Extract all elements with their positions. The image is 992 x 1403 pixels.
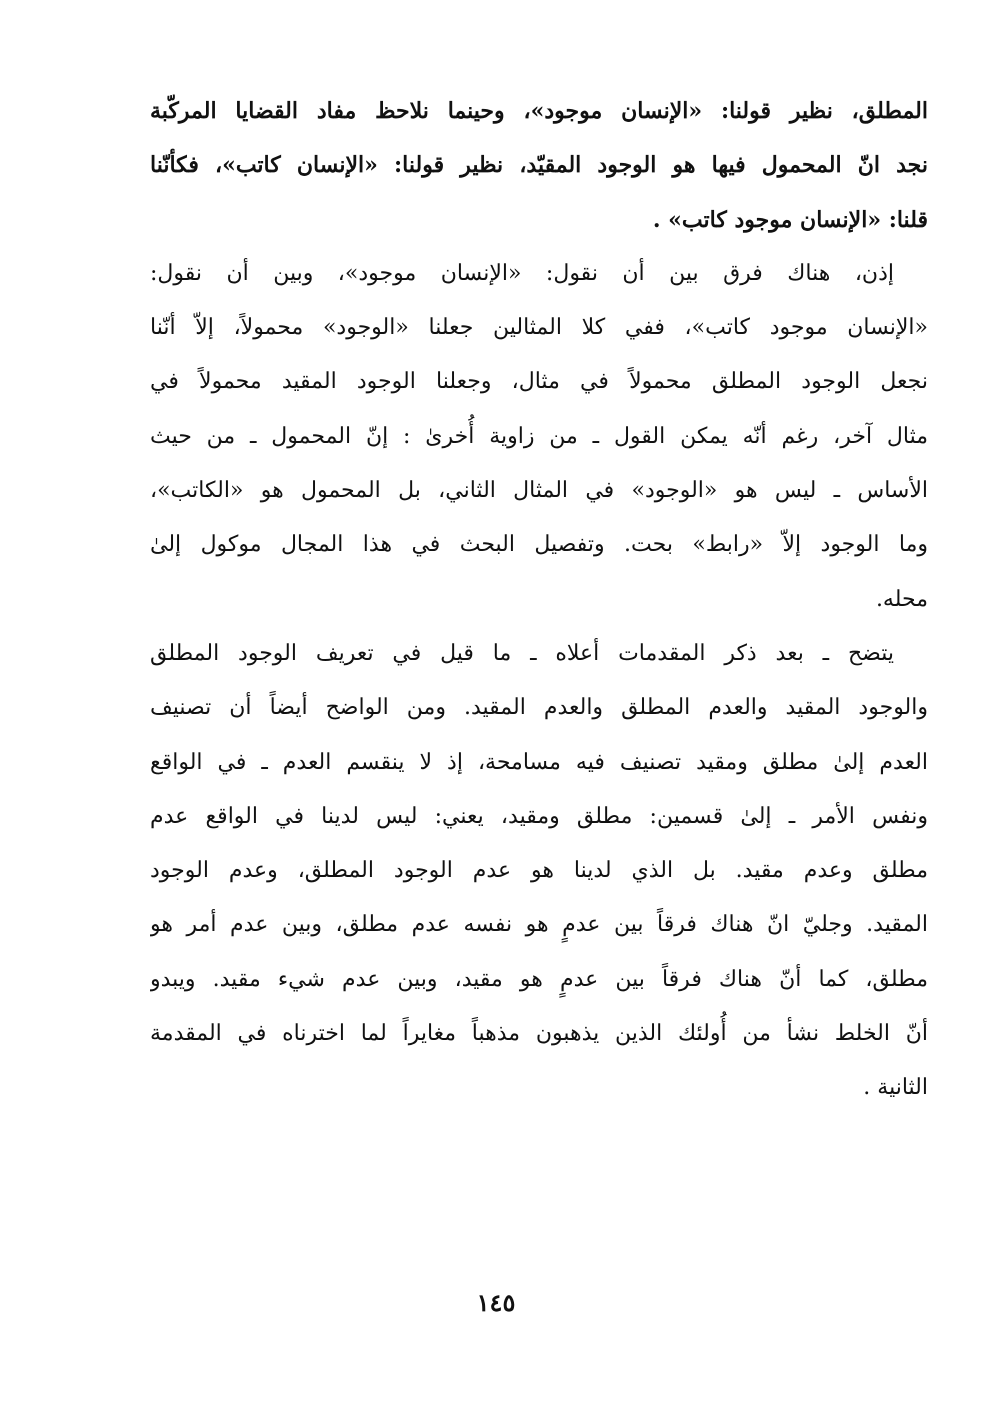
- paragraph-3: [150, 627, 928, 1116]
- text-line: أنّ الخلط نشأ من أُولئك الذين يذهبون مذهباً مغايراً لما اخترناه في المقدمة: [150, 1021, 928, 1047]
- text-line: العدم إلىٰ مطلق ومقيد تصنيف فيه مسامحة، إذ لا ينقسم العدم ـ في الواقع: [150, 749, 928, 775]
- text-line: محله.: [875, 586, 928, 612]
- text-line: قلنا: «الإنسان موجود كاتب» .: [652, 206, 928, 233]
- text-line: والوجود المقيد والعدم المطلق والعدم المقيد. ومن الواضح أيضاً أن تصنيف: [150, 695, 928, 721]
- text-line: الأساس ـ ليس هو «الوجود» في المثال الثاني، بل المحمول هو «الكاتب»،: [150, 478, 928, 504]
- text-line: المقيد. وجليّ انّ هناك فرقاً بين عدمٍ هو نفسه عدم مطلق، وبين عدم أمر هو: [150, 912, 928, 938]
- text-line: ونفس الأمر ـ إلىٰ قسمين: مطلق ومقيد، يعني: ليس لدينا في الواقع عدم: [150, 803, 928, 829]
- body-text: [150, 84, 928, 1116]
- text-line: نجعل الوجود المطلق محمولاً في مثال، وجعلنا الوجود المقيد محمولاً في: [150, 369, 928, 395]
- text-line: الثانية .: [863, 1075, 928, 1101]
- paragraph-1: [150, 84, 928, 247]
- text-line: يتضح ـ بعد ذكر المقدمات أعلاه ـ ما قيل في تعريف الوجود المطلق: [150, 640, 894, 666]
- paragraph-2: [150, 247, 928, 627]
- text-line: إذن، هناك فرق بين أن نقول: «الإنسان موجود»، وبين أن نقول:: [150, 260, 894, 286]
- text-line: وما الوجود إلاّ «رابط» بحت. وتفصيل البحث في هذا المجال موكول إلىٰ: [150, 532, 928, 558]
- text-line: مطلق وعدم مقيد. بل الذي لدينا هو عدم الوجود المطلق، وعدم الوجود: [150, 858, 928, 884]
- text-line: «الإنسان موجود كاتب»، ففي كلا المثالين جعلنا «الوجود» محمولاً، إلاّ أنّنا: [150, 315, 928, 341]
- text-line: مثال آخر، رغم أنّه يمكن القول ـ من زاوية أُخرىٰ : إنّ المحمول ـ من حيث: [150, 423, 928, 449]
- page-number: ١٤٥: [476, 1288, 516, 1317]
- text-line: مطلق، كما أنّ هناك فرقاً بين عدمٍ هو مقيد، وبين عدم شيء مقيد. ويبدو: [150, 966, 928, 992]
- text-line: نجد انّ المحمول فيها هو الوجود المقيّد، نظير قولنا: «الإنسان كاتب»، فكأنّنا: [150, 152, 928, 179]
- text-line: المطلق، نظير قولنا: «الإنسان موجود»، وحينما نلاحظ مفاد القضايا المركّبة: [150, 98, 928, 124]
